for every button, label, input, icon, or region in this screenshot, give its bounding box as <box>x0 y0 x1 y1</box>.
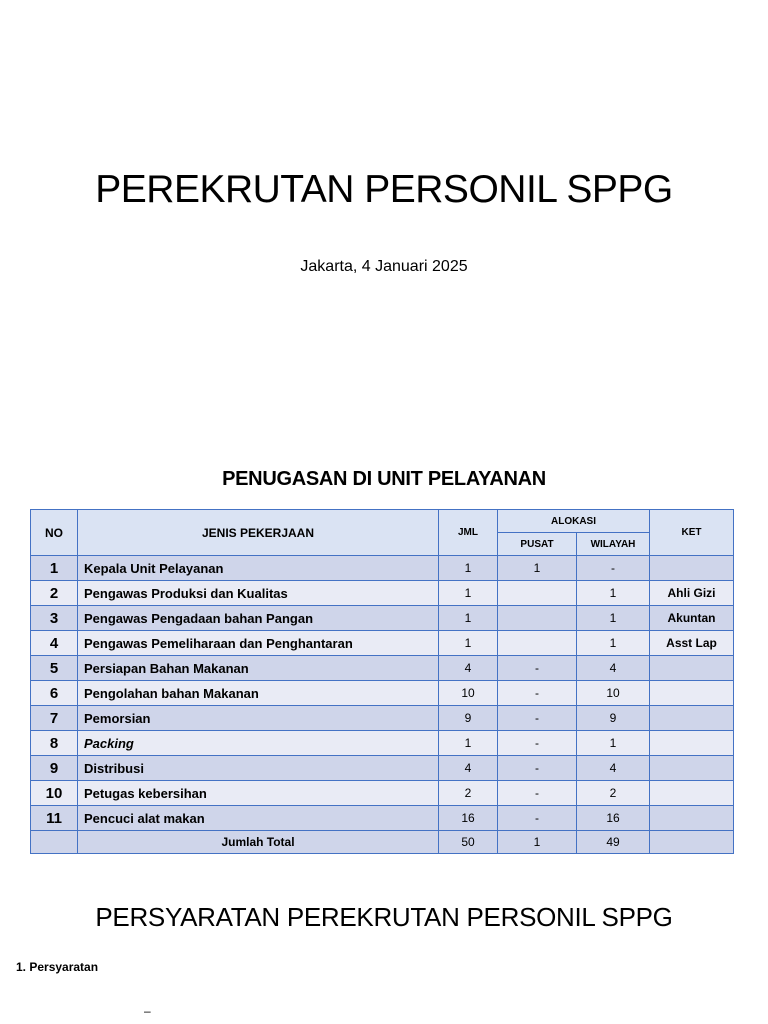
row-ket <box>650 806 734 831</box>
table-row <box>31 556 734 581</box>
page-title: PEREKRUTAN PERSONIL SPPG <box>95 168 673 211</box>
row-jml: 9 <box>439 706 498 731</box>
row-wilayah: 10 <box>577 681 650 706</box>
row-jml: 16 <box>439 806 498 831</box>
header-wilayah: WILAYAH <box>577 533 650 556</box>
row-pusat: - <box>498 706 577 731</box>
table-row <box>31 806 734 831</box>
row-job: Distribusi <box>78 756 439 781</box>
row-jml: 4 <box>439 756 498 781</box>
row-jml: 1 <box>439 606 498 631</box>
row-jml: 2 <box>439 781 498 806</box>
row-number: 3 <box>31 606 78 631</box>
total-no-cell <box>31 831 78 854</box>
row-ket: Ahli Gizi <box>650 581 734 606</box>
page-subtitle: Jakarta, 4 Januari 2025 <box>300 258 468 275</box>
row-ket <box>650 781 734 806</box>
row-jml: 1 <box>439 731 498 756</box>
row-ket <box>650 706 734 731</box>
header-jml: JML <box>439 510 498 556</box>
row-job: Pemorsian <box>78 706 439 731</box>
row-job: Persiapan Bahan Makanan <box>78 656 439 681</box>
section-title: PENUGASAN DI UNIT PELAYANAN <box>222 468 546 490</box>
table-row <box>31 731 734 756</box>
row-pusat <box>498 581 577 606</box>
row-pusat: - <box>498 681 577 706</box>
row-wilayah: 4 <box>577 756 650 781</box>
total-row <box>31 831 734 854</box>
row-pusat: - <box>498 656 577 681</box>
row-jml: 1 <box>439 581 498 606</box>
requirements-title: PERSYARATAN PEREKRUTAN PERSONIL SPPG <box>95 902 673 932</box>
row-job: Kepala Unit Pelayanan <box>78 556 439 581</box>
total-pusat: 1 <box>498 831 577 854</box>
row-ket <box>650 656 734 681</box>
row-number: 7 <box>31 706 78 731</box>
row-pusat <box>498 606 577 631</box>
header-no: NO <box>31 510 78 556</box>
row-pusat: - <box>498 731 577 756</box>
row-jml: 10 <box>439 681 498 706</box>
table-row <box>31 756 734 781</box>
row-wilayah: 1 <box>577 731 650 756</box>
row-jml: 1 <box>439 556 498 581</box>
row-number: 1 <box>31 556 78 581</box>
header-pusat: PUSAT <box>498 533 577 556</box>
row-number: 11 <box>31 806 78 831</box>
row-number: 10 <box>31 781 78 806</box>
total-wilayah: 49 <box>577 831 650 854</box>
row-ket: Akuntan <box>650 606 734 631</box>
row-ket <box>650 756 734 781</box>
row-wilayah: 1 <box>577 631 650 656</box>
row-number: 2 <box>31 581 78 606</box>
table-body <box>31 556 734 831</box>
row-job: Petugas kebersihan <box>78 781 439 806</box>
header-job: JENIS PEKERJAAN <box>78 510 439 556</box>
row-wilayah: 1 <box>577 606 650 631</box>
row-pusat: - <box>498 756 577 781</box>
assignment-table <box>30 509 734 854</box>
row-ket <box>650 556 734 581</box>
table-row <box>31 681 734 706</box>
table-row <box>31 606 734 631</box>
row-number: 8 <box>31 731 78 756</box>
row-number: 5 <box>31 656 78 681</box>
row-wilayah: 1 <box>577 581 650 606</box>
row-job: Pengawas Pemeliharaan dan Penghantaran <box>78 631 439 656</box>
row-wilayah: - <box>577 556 650 581</box>
row-job: Pengawas Produksi dan Kualitas <box>78 581 439 606</box>
table-row <box>31 706 734 731</box>
row-pusat: - <box>498 806 577 831</box>
row-jml: 1 <box>439 631 498 656</box>
row-number: 9 <box>31 756 78 781</box>
row-job: Pengawas Pengadaan bahan Pangan <box>78 606 439 631</box>
row-ket <box>650 731 734 756</box>
row-job: Pencuci alat makan <box>78 806 439 831</box>
row-jml: 4 <box>439 656 498 681</box>
row-pusat: - <box>498 781 577 806</box>
row-number: 6 <box>31 681 78 706</box>
header-ket: KET <box>650 510 734 556</box>
row-wilayah: 4 <box>577 656 650 681</box>
row-job: Pengolahan bahan Makanan <box>78 681 439 706</box>
trailing-mark: – <box>144 1004 151 1018</box>
table-row <box>31 581 734 606</box>
table-row <box>31 631 734 656</box>
total-ket <box>650 831 734 854</box>
requirements-heading: 1. Persyaratan <box>16 960 99 974</box>
total-jml: 50 <box>439 831 498 854</box>
row-pusat: 1 <box>498 556 577 581</box>
row-ket: Asst Lap <box>650 631 734 656</box>
table-row <box>31 656 734 681</box>
header-alokasi: ALOKASI <box>498 510 650 533</box>
row-wilayah: 9 <box>577 706 650 731</box>
total-label: Jumlah Total <box>78 831 439 854</box>
row-number: 4 <box>31 631 78 656</box>
row-ket <box>650 681 734 706</box>
row-wilayah: 16 <box>577 806 650 831</box>
row-job: Packing <box>78 731 439 756</box>
row-wilayah: 2 <box>577 781 650 806</box>
table-row <box>31 781 734 806</box>
row-pusat <box>498 631 577 656</box>
